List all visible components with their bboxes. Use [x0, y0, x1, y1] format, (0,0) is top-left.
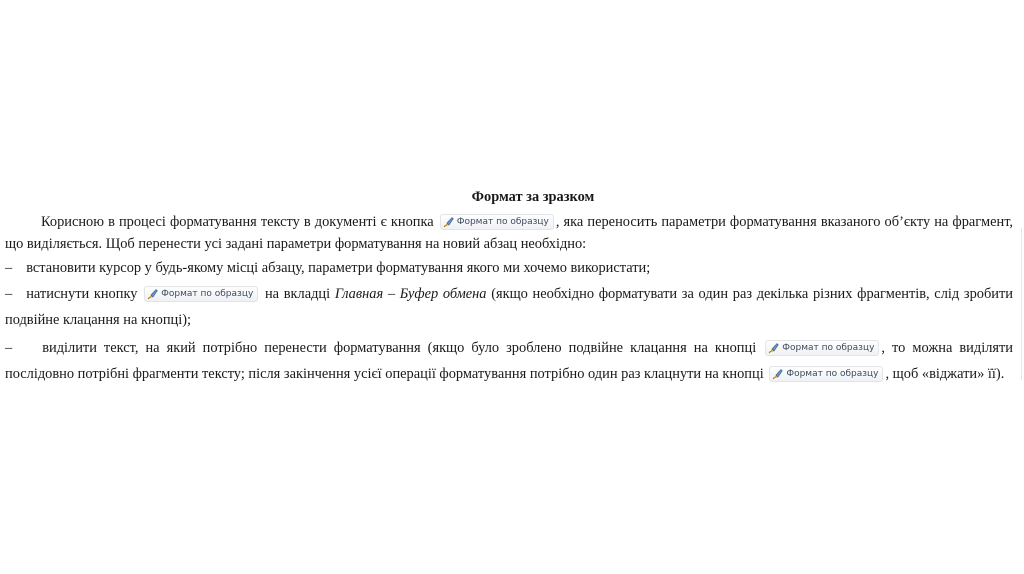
format-painter-button[interactable]: [765, 340, 879, 356]
list-item: [5, 335, 1013, 387]
format-painter-button[interactable]: [144, 286, 258, 302]
list-dash: –: [5, 260, 13, 276]
list-item-text-after: (якщо необхідно форматувати за один раз декілька різних фрагментів, слід зробити подвійне клацання на кнопці);: [5, 286, 1013, 328]
paintbrush-icon: [772, 368, 783, 380]
format-painter-label: Формат по образцу: [456, 217, 549, 227]
list-item: [5, 257, 1013, 279]
format-painter-button[interactable]: [769, 366, 883, 382]
list-item-text-after: , щоб «віджати» її).: [885, 366, 1005, 382]
paintbrush-icon: [768, 342, 779, 354]
list-dash: –: [5, 286, 13, 302]
list-item-text-mid: на вкладці: [264, 286, 331, 302]
list-dash: –: [5, 340, 13, 356]
format-painter-label: Формат по образцу: [786, 369, 879, 379]
page-edge-line: [1021, 228, 1022, 380]
format-painter-button[interactable]: [440, 214, 554, 230]
intro-paragraph: [5, 211, 1013, 255]
document-title: Формат за зразком: [471, 189, 595, 205]
document-page: [5, 185, 1013, 387]
paintbrush-icon: [443, 216, 454, 228]
paintbrush-icon: [147, 288, 158, 300]
intro-text-before: Корисною в процесі форматування тексту в документі є кнопка: [41, 214, 434, 230]
list-item-text-middle: , то можна виділяти послідовно потрібні фрагменти тексту; після закінчення усієї операції форматування потрібно один раз клацнути на кнопці: [5, 340, 1013, 382]
ribbon-tab-path: Главная – Буфер обмена: [334, 286, 487, 302]
list-item-text-before: виділити текст, на який потрібно перенести форматування (якщо було зроблено подвійне клацання на кнопці: [42, 340, 757, 356]
intro-text-after: , яка переносить параметри форматування вказаного об’єкту на фрагмент, що виділяється. Щоб перенести усі задані параметри форматування на новий абзац необхідно:: [5, 214, 1013, 252]
list-item: [5, 281, 1013, 333]
list-item-text-before: натиснути кнопку: [26, 286, 138, 302]
list-item-text: встановити курсор у будь-якому місці абзацу, параметри форматування якого ми хочемо використати;: [26, 260, 651, 276]
format-painter-label: Формат по образцу: [161, 289, 254, 299]
format-painter-label: Формат по образцу: [782, 343, 875, 353]
